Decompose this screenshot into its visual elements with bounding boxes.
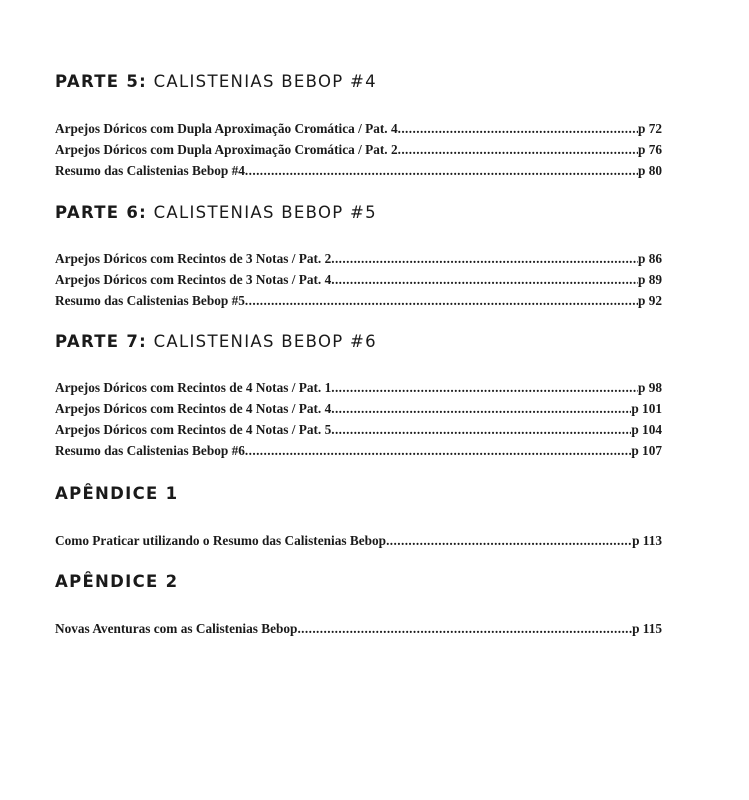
section-heading-parte-5	[55, 72, 377, 91]
section-heading-apendice-2	[55, 572, 178, 591]
toc-entry-page: p 89	[637, 272, 662, 287]
toc-entry-page: p 104	[631, 422, 662, 437]
section-heading-apendice-1	[55, 484, 178, 503]
toc-entry-label: Resumo das Calistenias Bebop #5	[55, 293, 245, 308]
toc-entry-label: Arpejos Dóricos com Recintos de 4 Notas / Pat. 4	[55, 401, 332, 416]
dot-leader	[331, 272, 638, 288]
toc-entry-label: Arpejos Dóricos com Recintos de 4 Notas / Pat. 5	[55, 422, 332, 437]
toc-entry[interactable]	[55, 251, 662, 267]
toc-entry-page: p 98	[637, 380, 662, 395]
toc-entry-page: p 113	[632, 533, 662, 548]
toc-entry-label: Arpejos Dóricos com Recintos de 3 Notas / Pat. 4	[55, 272, 332, 287]
dot-leader	[331, 380, 638, 396]
toc-entry[interactable]	[55, 163, 662, 179]
toc-entry-page: p 72	[637, 121, 662, 136]
toc-entry[interactable]	[55, 443, 662, 459]
toc-entry-label: Arpejos Dóricos com Dupla Aproximação Cromática / Pat. 4	[55, 121, 398, 136]
toc-entry[interactable]	[55, 293, 662, 309]
toc-entry-label: Como Praticar utilizando o Resumo das Calistenias Bebop	[55, 533, 387, 548]
toc-entry-page: p 115	[632, 621, 662, 636]
dot-leader	[386, 533, 632, 549]
toc-entry[interactable]	[55, 422, 662, 438]
dot-leader	[245, 163, 638, 179]
toc-entry-label: Arpejos Dóricos com Recintos de 4 Notas / Pat. 1	[55, 380, 332, 395]
toc-entry-page: p 80	[637, 163, 662, 178]
section-heading-lead: APÊNDICE 1	[55, 484, 179, 503]
toc-entry-page: p 101	[631, 401, 662, 416]
section-heading-title: CALISTENIAS BEBOP #5	[147, 203, 377, 222]
toc-entry[interactable]	[55, 142, 662, 158]
toc-entry[interactable]	[55, 621, 662, 637]
toc-entry-label: Arpejos Dóricos com Recintos de 3 Notas / Pat. 2	[55, 251, 332, 266]
toc-entry[interactable]	[55, 380, 662, 396]
toc-entry-label: Arpejos Dóricos com Dupla Aproximação Cromática / Pat. 2	[55, 142, 398, 157]
dot-leader	[297, 621, 632, 637]
toc-entry-page: p 76	[637, 142, 662, 157]
toc-entry-page: p 86	[637, 251, 662, 266]
dot-leader	[331, 251, 638, 267]
section-heading-lead: APÊNDICE 2	[55, 572, 179, 591]
dot-leader	[245, 443, 631, 459]
dot-leader	[331, 401, 631, 417]
toc-entry-label: Novas Aventuras com as Calistenias Bebop	[55, 621, 298, 636]
toc-entry[interactable]	[55, 121, 662, 137]
dot-leader	[398, 142, 638, 158]
toc-entry[interactable]	[55, 272, 662, 288]
dot-leader	[398, 121, 638, 137]
toc-entry-page: p 92	[637, 293, 662, 308]
section-heading-title: CALISTENIAS BEBOP #6	[147, 332, 377, 351]
toc-entry-page: p 107	[631, 443, 662, 458]
section-heading-lead: PARTE 6:	[55, 203, 148, 222]
toc-entry[interactable]	[55, 401, 662, 417]
toc-entry-label: Resumo das Calistenias Bebop #6	[55, 443, 245, 458]
section-heading-lead: PARTE 5:	[55, 72, 148, 91]
section-heading-lead: PARTE 7:	[55, 332, 148, 351]
section-heading-parte-7	[55, 332, 377, 351]
dot-leader	[245, 293, 638, 309]
section-heading-parte-6	[55, 203, 377, 222]
section-heading-title: CALISTENIAS BEBOP #4	[147, 72, 377, 91]
dot-leader	[331, 422, 631, 438]
toc-entry-label: Resumo das Calistenias Bebop #4	[55, 163, 245, 178]
toc-entry[interactable]	[55, 533, 662, 549]
